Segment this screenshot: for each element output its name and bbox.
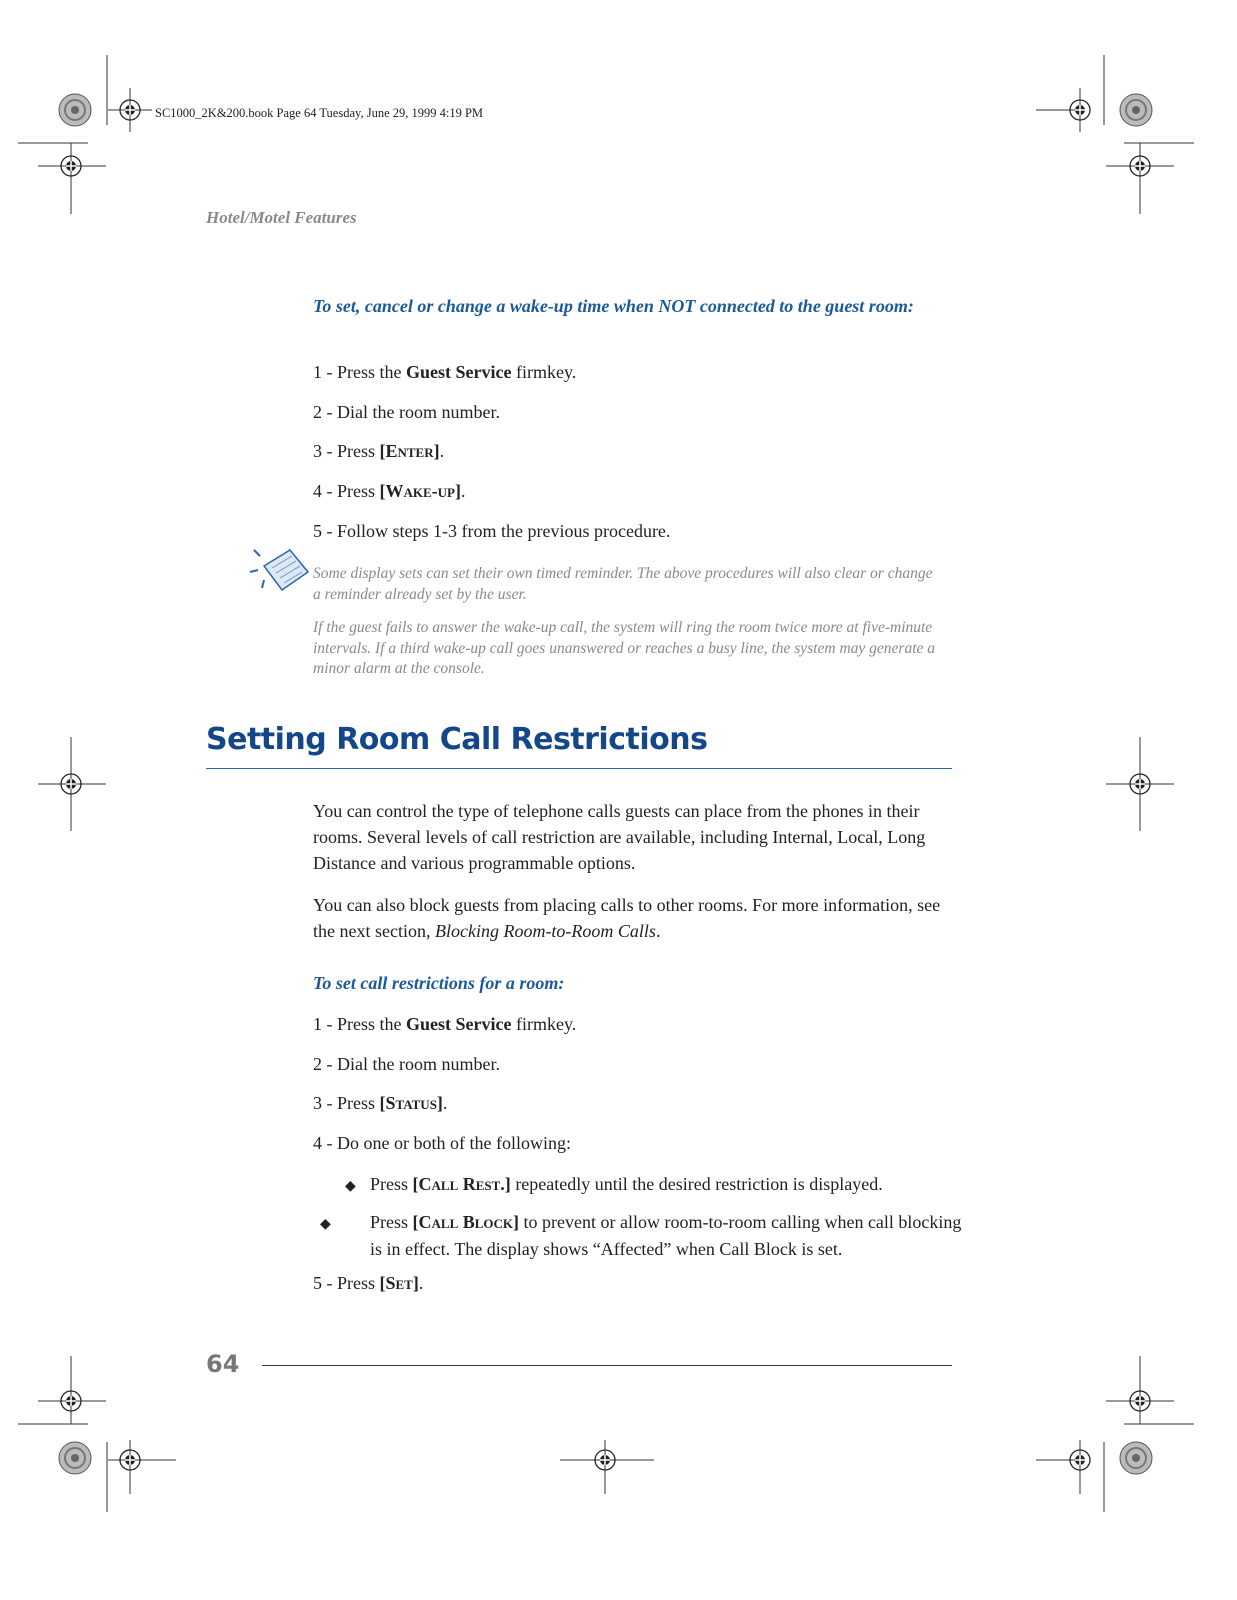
section-title: Setting Room Call Restrictions — [206, 722, 708, 757]
footer-rule — [262, 1365, 952, 1366]
bullet-item: ◆ Press [Call Block] to prevent or allow room-to-room calling when call blocking is in effect. The display shows “Affected” when Call Block is set. — [320, 1212, 962, 1259]
registration-mark-icon — [1036, 1440, 1090, 1494]
registration-mark-icon — [108, 1440, 176, 1494]
registration-mark-icon — [38, 143, 106, 214]
notepad-icon — [250, 550, 308, 590]
key-label: [Set] — [379, 1273, 419, 1293]
registration-mark-icon — [1106, 737, 1174, 831]
step: 5 - Follow steps 1-3 from the previous procedure. — [313, 521, 671, 541]
registration-mark-icon — [38, 1356, 106, 1424]
registration-mark-icon — [1106, 143, 1174, 214]
step: 1 - Press the Guest Service firmkey. — [313, 362, 577, 382]
key-label: [Enter] — [379, 441, 440, 461]
registration-mark-icon — [1106, 1356, 1174, 1424]
star-target-icon — [59, 1442, 91, 1474]
step: 2 - Dial the room number. — [313, 402, 500, 422]
cross-reference: Blocking Room-to-Room Calls — [434, 921, 656, 941]
step: 1 - Press the Guest Service firmkey. — [313, 1014, 577, 1034]
key-label: [Status] — [379, 1093, 443, 1113]
key-label: [Wake-up] — [379, 481, 461, 501]
star-target-icon — [59, 94, 91, 126]
step: 4 - Press [Wake-up]. — [313, 481, 466, 501]
procedure-heading: To set, cancel or change a wake-up time when NOT connected to the guest room: — [313, 296, 914, 316]
registration-mark-icon — [560, 1440, 654, 1494]
step: 3 - Press [Enter]. — [313, 441, 445, 461]
registration-mark-icon — [108, 88, 152, 132]
bullet-item: ◆ Press [Call Rest.] repeatedly until the desired restriction is displayed. — [345, 1172, 945, 1199]
step: 3 - Press [Status]. — [313, 1093, 448, 1113]
intro-paragraph: You can control the type of telephone calls guests can place from the phones in their rooms. Several levels of call restriction are available, including Internal, Local, Long Distance and various programmable options. — [313, 801, 926, 873]
key-label: [Call Rest.] — [412, 1174, 511, 1194]
diamond-bullet-icon: ◆ — [320, 1217, 331, 1232]
print-slug: SC1000_2K&200.book Page 64 Tuesday, June 29, 1999 4:19 PM — [155, 106, 484, 120]
section-rule — [206, 768, 952, 769]
star-target-icon — [1120, 94, 1152, 126]
note-text: If the guest fails to answer the wake-up call, the system will ring the room twice more at five-minute intervals. If a third wake-up call goes unanswered or reaches a busy line, the system may generate a minor alarm at the console. — [313, 619, 936, 677]
page-number: 64 — [206, 1350, 240, 1378]
intro-paragraph: You can also block guests from placing calls to other rooms. For more information, see the next section, Blocking Room-to-Room Calls. — [313, 895, 941, 941]
diamond-bullet-icon: ◆ — [345, 1179, 356, 1194]
note-text: Some display sets can set their own timed reminder. The above procedures will also clear or change a reminder already set by the user. — [313, 565, 933, 603]
registration-mark-icon — [1036, 88, 1090, 132]
registration-mark-icon — [38, 737, 106, 831]
star-target-icon — [1120, 1442, 1152, 1474]
running-header: Hotel/Motel Features — [206, 208, 357, 227]
step: 2 - Dial the room number. — [313, 1054, 500, 1074]
step: 4 - Do one or both of the following: — [313, 1133, 571, 1153]
procedure-heading: To set call restrictions for a room: — [313, 973, 565, 993]
step: 5 - Press [Set]. — [313, 1273, 424, 1293]
key-label: [Call Block] — [412, 1212, 520, 1232]
